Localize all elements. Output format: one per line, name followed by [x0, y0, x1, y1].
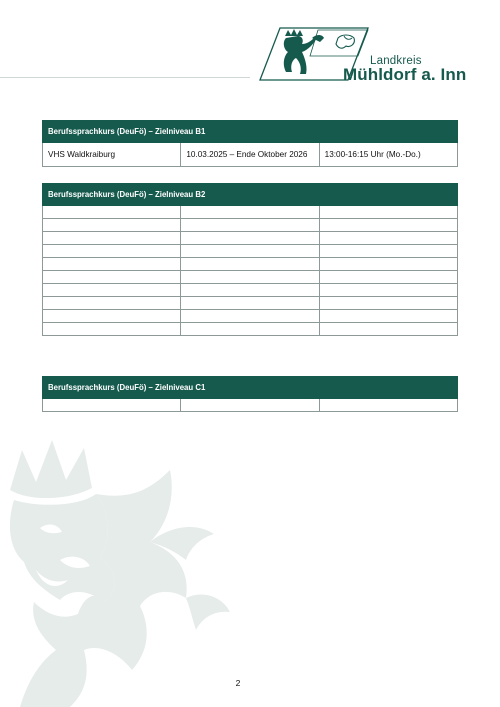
table-row — [43, 297, 458, 310]
page-number: 2 — [235, 678, 241, 688]
table-cell — [181, 271, 319, 284]
logo-label-top: Landkreis — [370, 55, 422, 67]
table-cell — [319, 245, 457, 258]
table-cell — [181, 206, 319, 219]
table-row — [43, 232, 458, 245]
course-table-c1 — [42, 376, 458, 412]
table-row — [43, 323, 458, 336]
table-title: Berufssprachkurs (DeuFö) – Zielniveau B2 — [43, 184, 458, 206]
table-cell — [181, 284, 319, 297]
logo-label-main: Mühldorf a. Inn — [343, 65, 467, 84]
table-title: Berufssprachkurs (DeuFö) – Zielniveau C1 — [43, 377, 458, 399]
table-cell — [181, 323, 319, 336]
table-row — [43, 143, 458, 167]
table-cell: 13:00-16:15 Uhr (Mo.-Do.) — [319, 143, 457, 167]
table-cell — [181, 245, 319, 258]
table-cell — [181, 297, 319, 310]
table-cell — [181, 310, 319, 323]
table-row — [43, 245, 458, 258]
table-cell — [43, 323, 181, 336]
table-row — [43, 284, 458, 297]
course-table-b1 — [42, 120, 458, 167]
table-cell — [43, 297, 181, 310]
table-cell — [43, 219, 181, 232]
table-row — [43, 271, 458, 284]
table-cell — [319, 258, 457, 271]
table-cell: VHS Waldkraiburg — [43, 143, 181, 167]
table-title: Berufssprachkurs (DeuFö) – Zielniveau B1 — [43, 121, 458, 143]
table-row — [43, 310, 458, 323]
lion-watermark-icon — [0, 430, 230, 707]
table-cell — [43, 245, 181, 258]
table-cell — [181, 232, 319, 245]
table-row — [43, 206, 458, 219]
table-cell — [43, 284, 181, 297]
table-row — [43, 258, 458, 271]
table-cell — [319, 219, 457, 232]
table-cell — [319, 297, 457, 310]
table-cell — [43, 258, 181, 271]
table-cell — [319, 284, 457, 297]
table-cell — [181, 258, 319, 271]
header-divider — [0, 77, 250, 78]
table-cell — [319, 310, 457, 323]
table-cell — [181, 219, 319, 232]
table-cell — [319, 399, 457, 412]
table-cell — [319, 232, 457, 245]
table-cell — [43, 310, 181, 323]
table-cell — [319, 206, 457, 219]
table-row — [43, 219, 458, 232]
table-cell — [181, 399, 319, 412]
table-cell — [43, 232, 181, 245]
table-cell — [43, 271, 181, 284]
table-cell — [43, 399, 181, 412]
table-cell — [43, 206, 181, 219]
course-table-b2 — [42, 183, 458, 336]
table-cell — [319, 323, 457, 336]
table-row — [43, 399, 458, 412]
table-cell: 10.03.2025 – Ende Oktober 2026 — [181, 143, 319, 167]
table-cell — [319, 271, 457, 284]
